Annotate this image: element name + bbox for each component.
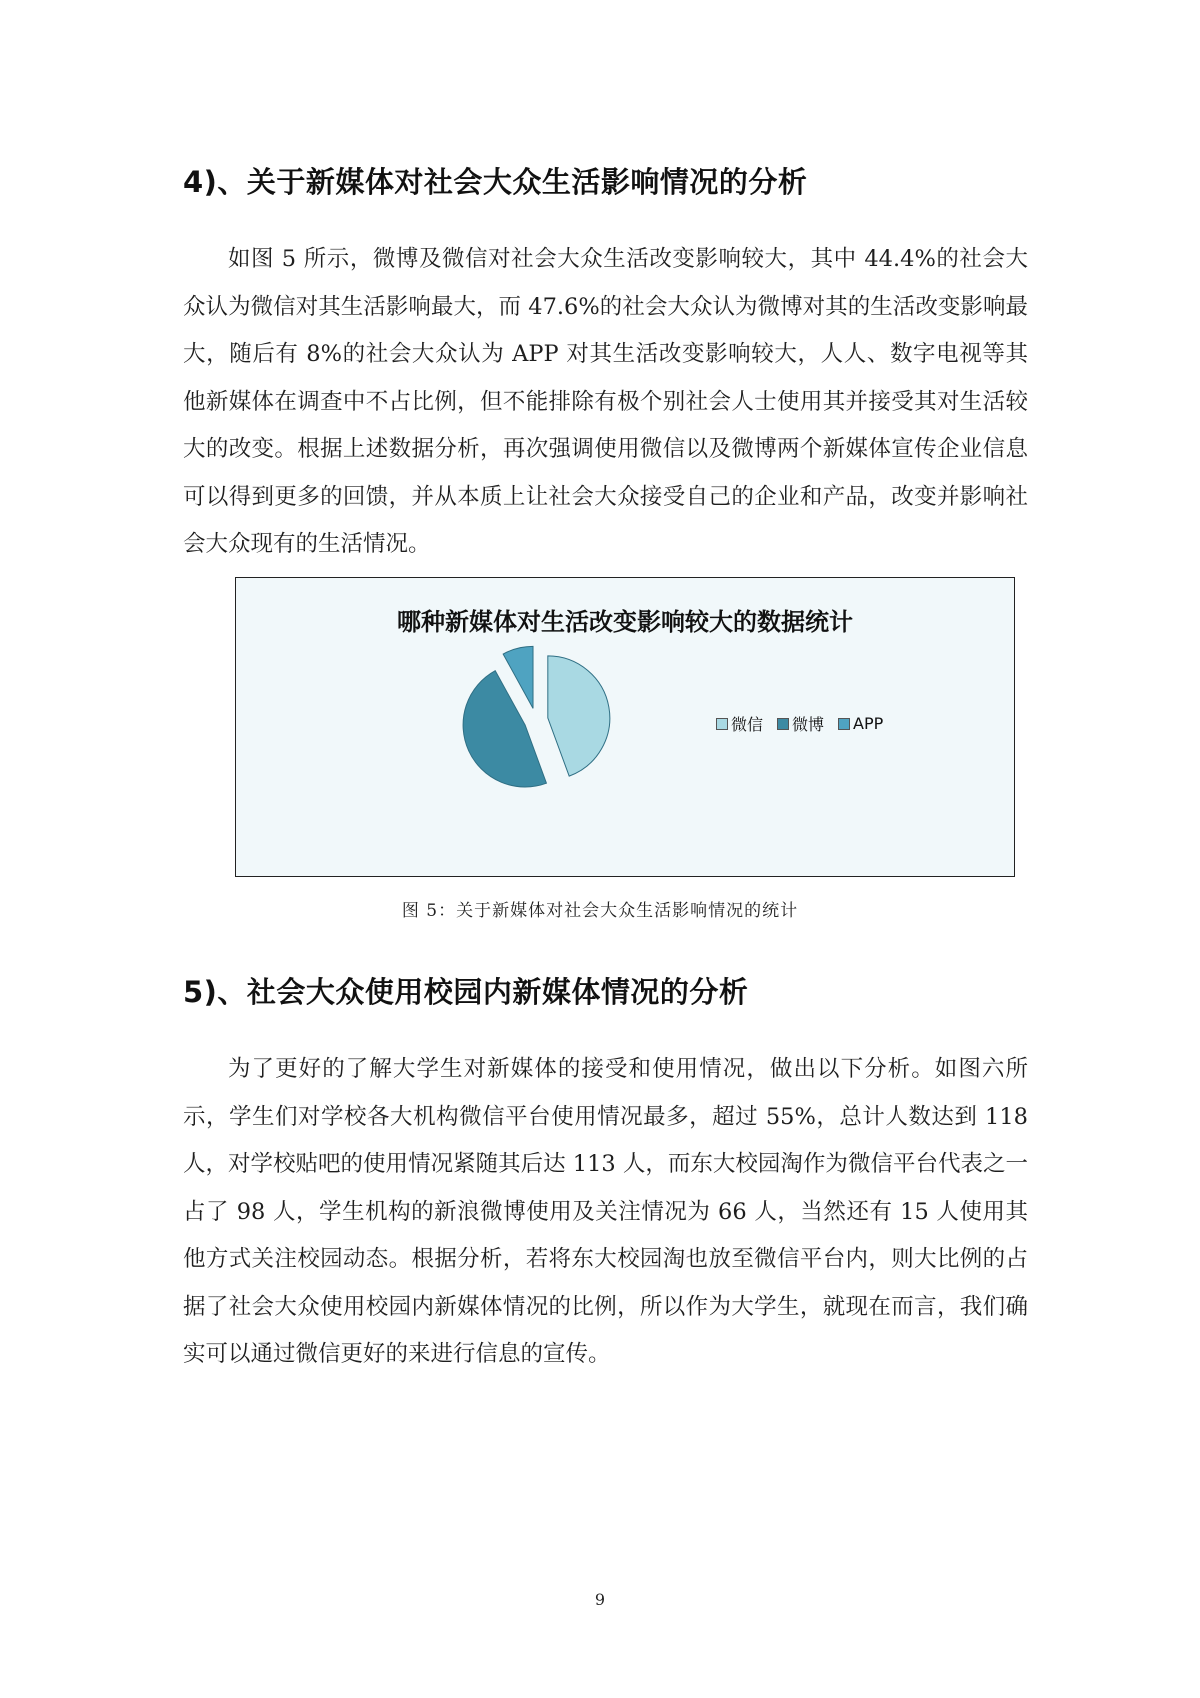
section-4-paragraph: 如图 5 所示，微博及微信对社会大众生活改变影响较大，其中 44.4%的社会大众认为微信对其生活影响最大，而 47.6%的社会大众认为微博对其的生活改变影响最大，随后有 8%的社会大众认为 APP 对其生活改变影响较大，人人、数字电视等其他新媒体在调查中不占比例，但不能排除有极个别社会人士使用其并接受其对生活较大的改变。根据上述数据分析，再次强调使用微信以及微博两个新媒体宣传企业信息可以得到更多的回馈，并从本质上让社会大众接受自己的企业和产品，改变并影响社会大众现有的生活情况。 (183, 246, 1028, 557)
legend-swatch (838, 718, 850, 730)
legend-item (777, 712, 824, 735)
pie-slice-2 (463, 671, 546, 787)
pie-chart-plot (236, 578, 1016, 878)
legend-label: 微信 (731, 715, 764, 734)
section-4-heading: 4)、关于新媒体对社会大众生活影响情况的分析 (183, 165, 808, 199)
legend-swatch (716, 718, 728, 730)
chart-legend (716, 712, 883, 735)
section-5-paragraph: 为了更好的了解大学生对新媒体的接受和使用情况，做出以下分析。如图六所示，学生们对学校各大机构微信平台使用情况最多，超过 55%，总计人数达到 118 人，对学校贴吧的使用情况紧随其后达 113 人，而东大校园淘作为微信平台代表之一占了 98 人，学生机构的新浪微博使用及关注情况为 66 人，当然还有 15 人使用其他方式关注校园动态。根据分析，若将东大校园淘也放至微信平台内，则大比例的占据了社会大众使用校园内新媒体情况的比例，所以作为大学生，就现在而言，我们确实可以通过微信更好的来进行信息的宣传。 (183, 1056, 1028, 1367)
figure-caption: 图 5：关于新媒体对社会大众生活影响情况的统计 (401, 901, 799, 921)
section-5-heading: 5)、社会大众使用校园内新媒体情况的分析 (183, 975, 749, 1009)
legend-item (716, 712, 763, 735)
chart-title: 哪种新媒体对生活改变影响较大的数据统计 (397, 608, 853, 636)
legend-swatch (777, 718, 789, 730)
legend-label: 微博 (792, 715, 825, 734)
legend-label: APP (853, 714, 884, 733)
page-number: 9 (594, 1590, 606, 1609)
pie-chart (235, 577, 1015, 877)
pie-slice-1 (548, 656, 610, 776)
legend-item (838, 712, 883, 735)
